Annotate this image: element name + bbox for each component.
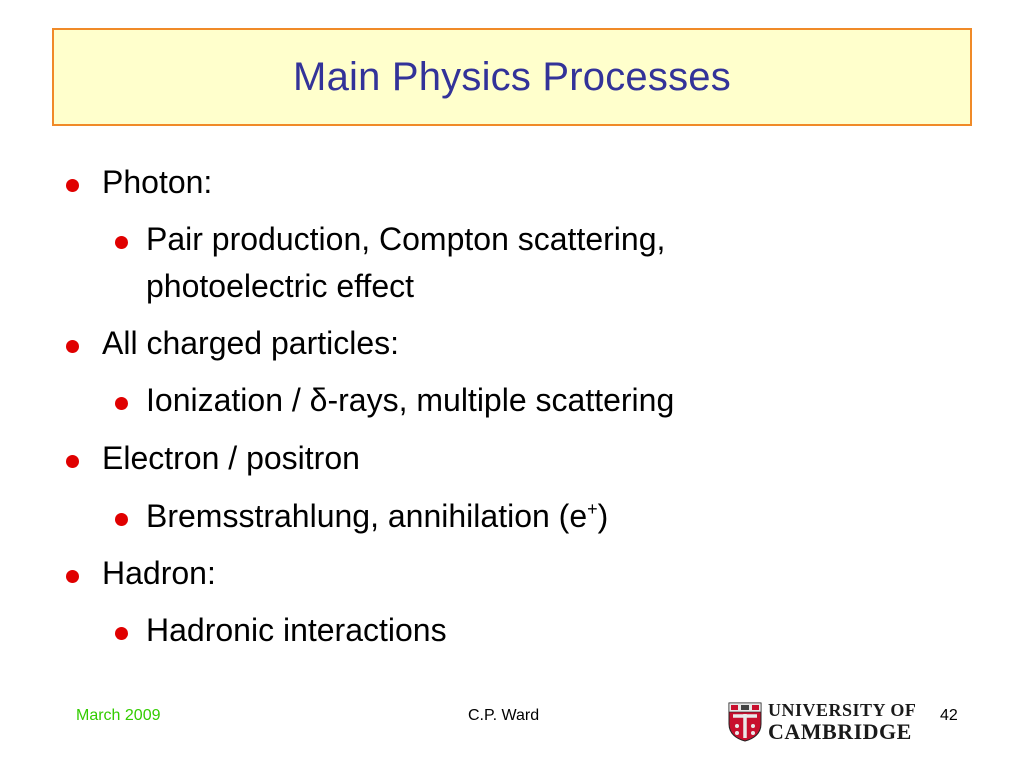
crest-icon <box>728 702 762 742</box>
logo-text-line2: CAMBRIDGE <box>768 719 912 744</box>
university-logo <box>728 700 938 744</box>
bullet-dot-icon <box>115 397 128 410</box>
text-before: Bremsstrahlung, annihilation (e <box>146 498 588 534</box>
bullet-text: Pair production, Compton scattering, <box>146 221 666 257</box>
bullet-dot-icon <box>66 570 79 583</box>
bullet-text <box>146 494 608 544</box>
bullet-text: All charged particles: <box>102 325 400 361</box>
bullet-dot-icon <box>66 340 79 353</box>
text-after: ) <box>597 498 609 534</box>
page-number: 42 <box>940 707 958 724</box>
footer-date: March 2009 <box>76 707 161 724</box>
bullet-dot-icon <box>115 513 128 526</box>
superscript: + <box>587 499 598 519</box>
bullet-text: Ionization / δ-rays, multiple scattering <box>146 382 675 418</box>
logo-text-line1: UNIVERSITY OF <box>768 700 917 720</box>
footer-author: C.P. Ward <box>468 707 540 724</box>
slide-title: Main Physics Processes <box>293 54 731 99</box>
bullet-text: Hadron: <box>102 555 216 591</box>
bullet-text: Hadronic interactions <box>146 612 447 648</box>
bullet-text: Electron / positron <box>102 440 360 476</box>
bullet-text: photoelectric effect <box>146 268 415 304</box>
bullet-dot-icon <box>115 236 128 249</box>
bullet-text: Photon: <box>102 164 213 200</box>
bullet-dot-icon <box>66 455 79 468</box>
bullet-dot-icon <box>66 179 79 192</box>
bullet-dot-icon <box>115 627 128 640</box>
